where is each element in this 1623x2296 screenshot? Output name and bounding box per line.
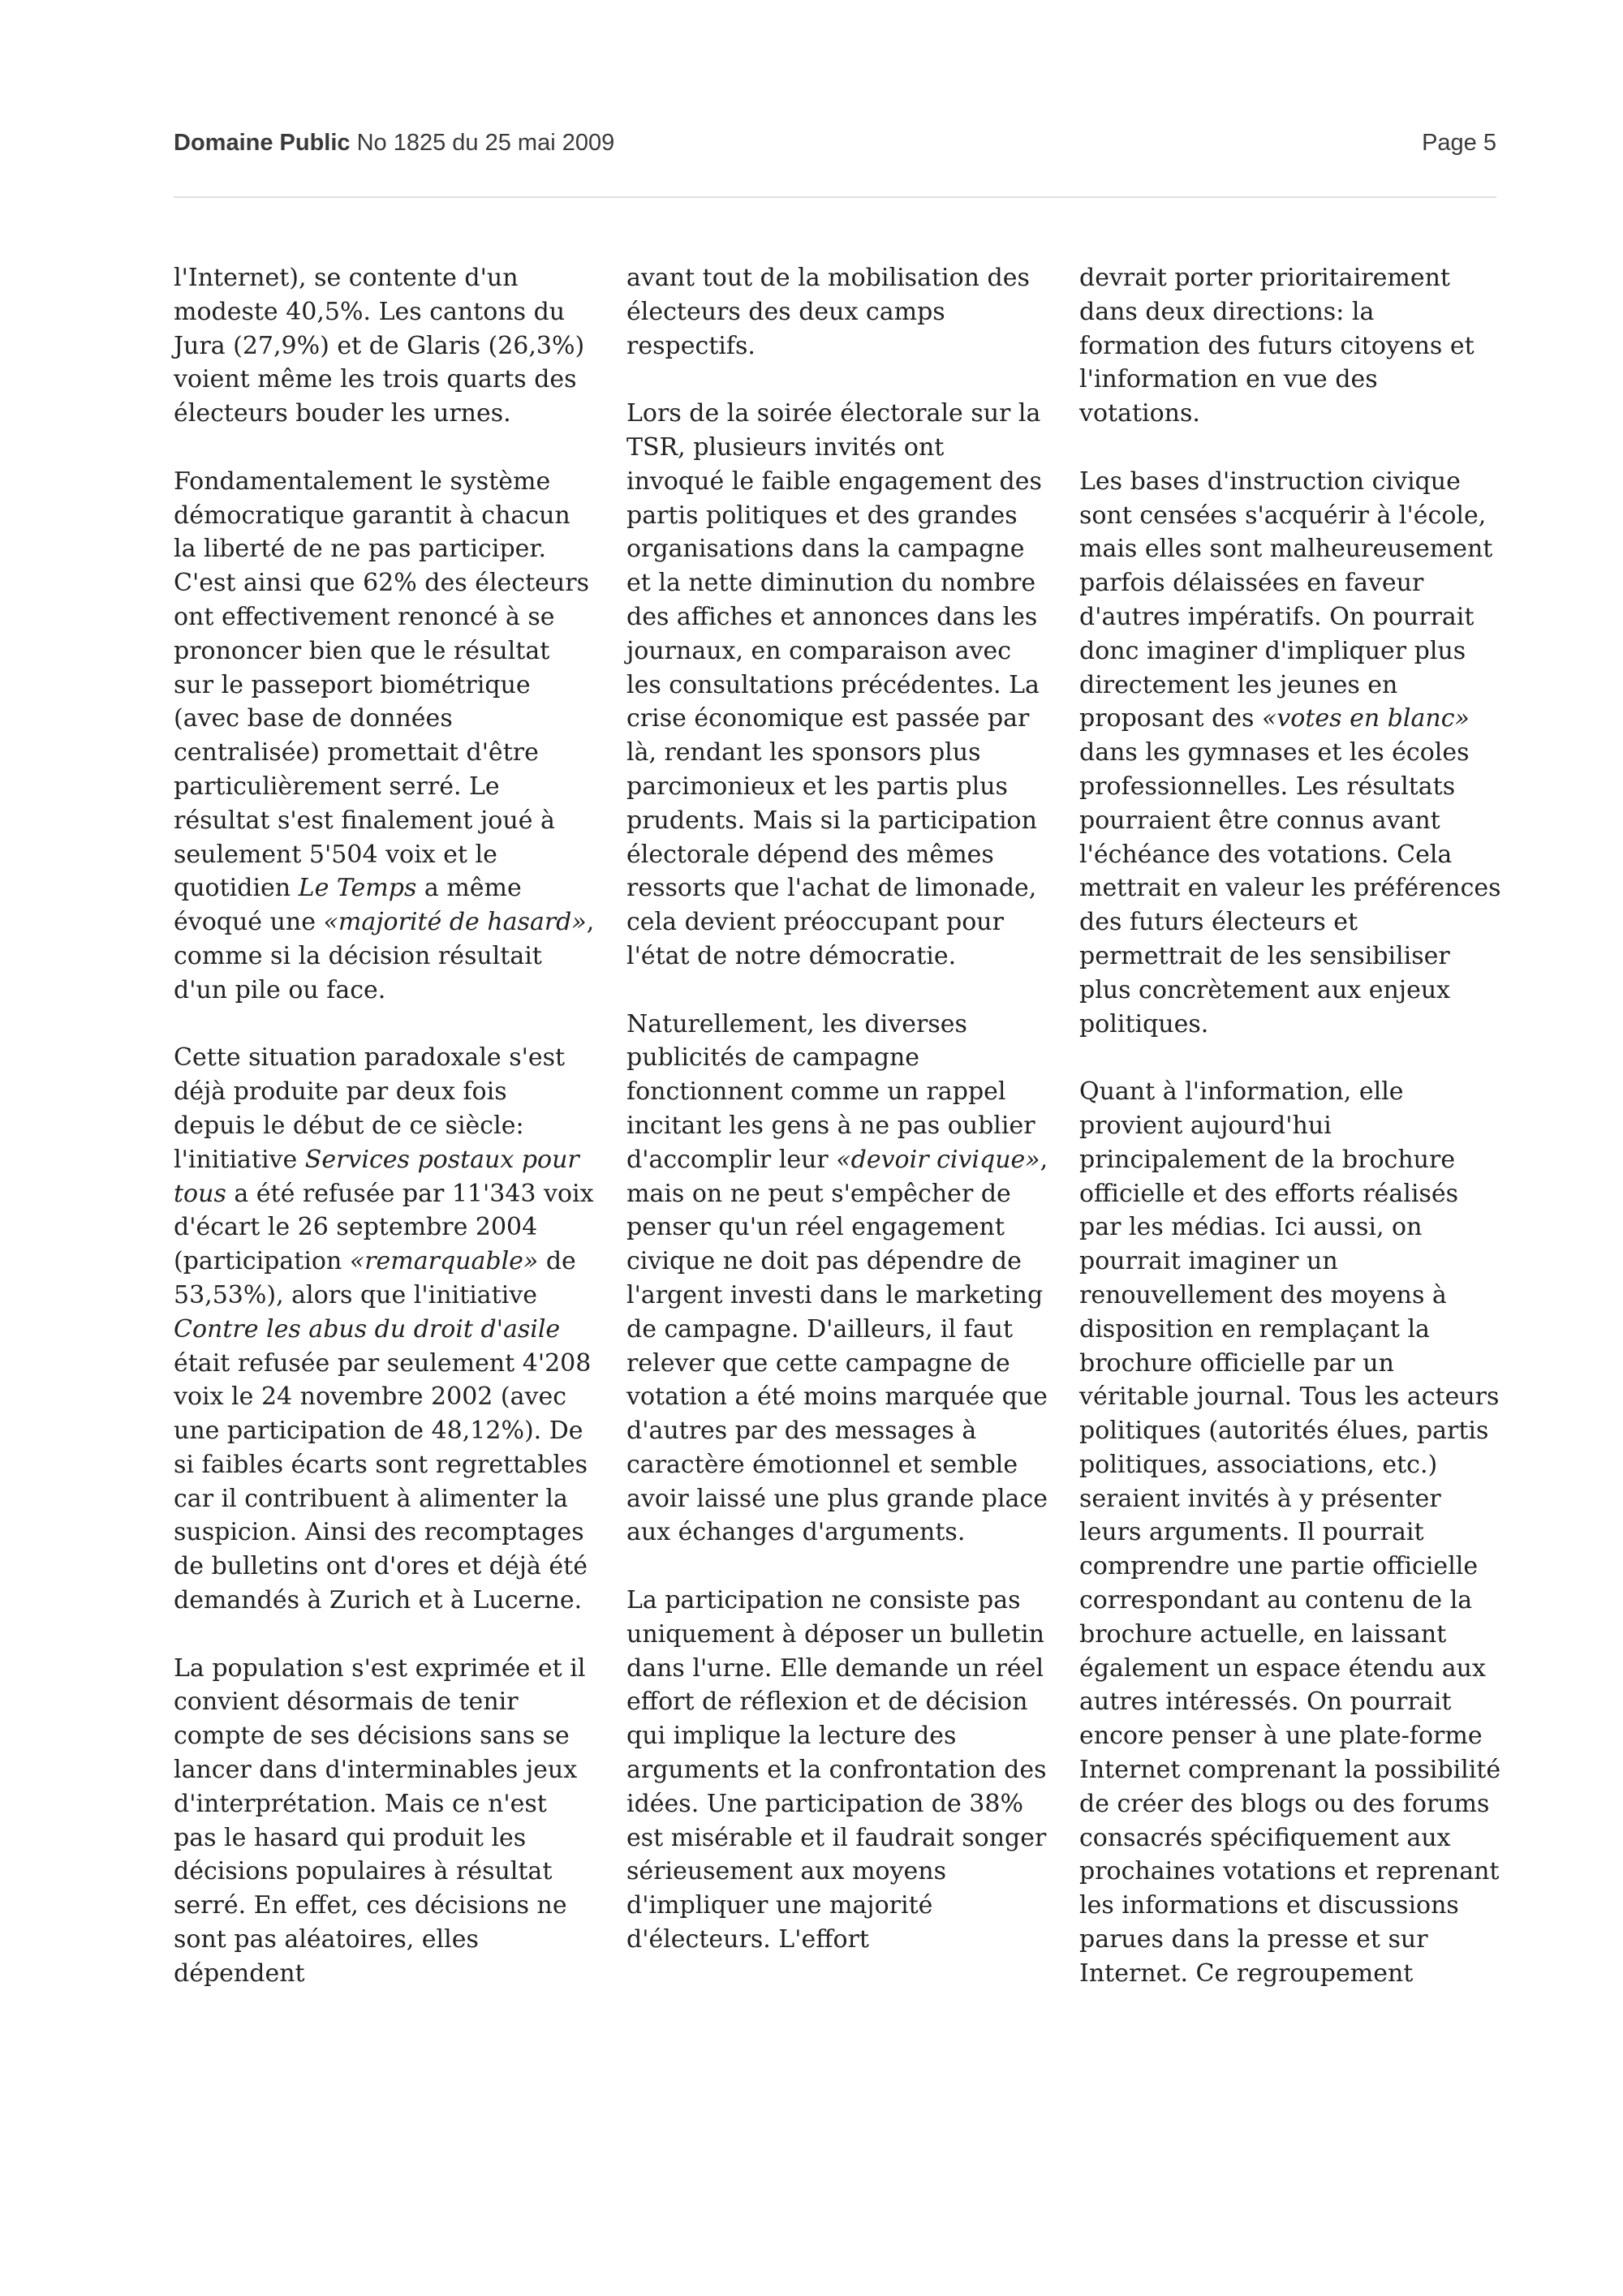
page-number: Page 5	[1422, 130, 1496, 156]
italic-text: Services postaux pour tous	[174, 1145, 579, 1208]
text-run: l'Internet), se contente d'un modeste 40,5%. Les cantons du Jura (27,9%) et de Glaris (26,3%) voient même les trois quarts des électeurs bouder les urnes.	[174, 264, 585, 428]
paragraph	[626, 397, 1048, 974]
paragraph	[1079, 465, 1501, 1042]
text-run: La population s'est exprimée et il convient désormais de tenir compte de ses décisions sans se lancer dans d'interminables jeux d'interprétation. Mais ce n'est pas le hasard qui produit les décisions populaires à résultat serré. En effet, ces décisions ne sont pas aléatoires, elles dépendent	[174, 1653, 586, 1988]
paragraph	[174, 1652, 596, 1991]
page-header	[174, 130, 1496, 175]
paragraph	[174, 261, 596, 431]
text-column-2	[626, 261, 1048, 1991]
paragraph	[1079, 261, 1501, 431]
issue-info: No 1825 du 25 mai 2009	[356, 130, 615, 156]
text-run: de 53,53%), alors que l'initiative	[174, 1247, 576, 1309]
text-run: Naturellement, les diverses publicités de campagne fonctionnent comme un rappel incitant les gens à ne pas oublier d'accomplir leur	[626, 1009, 1035, 1174]
text-run: avant tout de la mobilisation des électeurs des deux camps respectifs.	[626, 264, 1030, 360]
paragraph	[626, 1008, 1048, 1550]
italic-text: «remarquable»	[349, 1247, 539, 1276]
paragraph	[1079, 1075, 1501, 1991]
italic-text: Contre les abus du droit d'asile	[174, 1314, 561, 1344]
italic-text: «majorité de hasard»	[323, 908, 587, 937]
italic-text: Le Temps	[298, 874, 417, 903]
paragraph	[174, 465, 596, 1008]
text-run: Fondamentalement le système démocratique garantit à chacun la liberté de ne pas participer. C'est ainsi que 62% des électeurs ont effectivement renoncé à se prononcer bien que le résultat sur le passeport biométrique (avec base de données centralisée) promettait d'être particulièrement serré. Le résultat s'est finalement joué à seulement 5'504 voix et le quotidien	[174, 467, 589, 903]
text-run: devrait porter prioritairement dans deux directions: la formation des futurs citoyens et l'information en vue des votations.	[1079, 264, 1474, 428]
text-run: a même évoqué une	[174, 874, 522, 937]
text-run: dans les gymnases et les écoles professionnelles. Les résultats pourraient être connus avant l'échéance des votations. Cela mettrait en valeur les préférences des futurs électeurs et permettrait de les sensibiliser plus concrètement aux enjeux politiques.	[1079, 738, 1501, 1038]
publication-name: Domaine Public	[174, 130, 351, 156]
text-run: Lors de la soirée électorale sur la TSR, plusieurs invités ont invoqué le faible engagement des partis politiques et des grandes organisations dans la campagne et la nette diminution du nombre des affiches et annonces dans les journaux, en comparaison avec les consultations précédentes. La crise économique est passée par là, rendant les sponsors plus parcimonieux et les partis plus prudents. Mais si la participation électorale dépend des mêmes ressorts que l'achat de limonade, cela devient préoccupant pour l'état de notre démocratie.	[626, 399, 1042, 970]
text-run: , comme si la décision résultait d'un pile ou face.	[174, 908, 595, 1004]
header-divider	[174, 196, 1496, 198]
text-run: Les bases d'instruction civique sont censées s'acquérir à l'école, mais elles sont malheureusement parfois délaissées en faveur d'autres impératifs. On pourrait donc imaginer d'impliquer plus directement les jeunes en proposant des	[1079, 467, 1493, 733]
paragraph	[626, 1584, 1048, 1957]
text-run: Cette situation paradoxale s'est déjà produite par deux fois depuis le début de ce siècle: l'initiative	[174, 1043, 566, 1174]
italic-text: «devoir civique»	[836, 1145, 1040, 1174]
text-run: a été refusée par 11'343 voix d'écart le 26 septembre 2004 (participation	[174, 1179, 594, 1276]
text-run: La participation ne consiste pas uniquement à déposer un bulletin dans l'urne. Elle demande un réel effort de réflexion et de décision qui implique la lecture des arguments et la confrontation des idées. Une participation de 38% est misérable et il faudrait songer sérieusement aux moyens d'impliquer une majorité d'électeurs. L'effort	[626, 1586, 1047, 1954]
text-run: était refusée par seulement 4'208 voix le 24 novembre 2002 (avec une participation de 48,12%). De si faibles écarts sont regrettables car il contribuent à alimenter la suspicion. Ainsi des recomptages de bulletins ont d'ores et déjà été demandés à Zurich et à Lucerne.	[174, 1348, 592, 1615]
text-run: Quant à l'information, elle provient aujourd'hui principalement de la brochure officielle et des efforts réalisés par les médias. Ici aussi, on pourrait imaginer un renouvellement des moyens à disposition en remplaçant la brochure officielle par un véritable journal. Tous les acteurs politiques (autorités élues, partis politiques, associations, etc.) seraient invités à y présenter leurs arguments. Il pourrait comprendre une partie officielle correspondant au contenu de la brochure actuelle, en laissant également un espace étendu aux autres intéressés. On pourrait encore penser à une plate-forme Internet comprenant la possibilité de créer des blogs ou des forums consacrés spécifiquement aux prochaines votations et reprenant les informations et discussions parues dans la presse et sur Internet. Ce regroupement	[1079, 1077, 1501, 1988]
text-column-3	[1079, 261, 1501, 2024]
paragraph	[626, 261, 1048, 363]
text-run: , mais on ne peut s'empêcher de penser qu'un réel engagement civique ne doit pas dépendre de l'argent investi dans le marketing de campagne. D'ailleurs, il faut relever que cette campagne de votation a été moins marquée que d'autres par des messages à caractère émotionnel et semble avoir laissé une plus grande place aux échanges d'arguments.	[626, 1145, 1048, 1547]
text-column-1	[174, 261, 596, 2024]
paragraph	[174, 1041, 596, 1618]
italic-text: «votes en blanc»	[1261, 704, 1470, 733]
